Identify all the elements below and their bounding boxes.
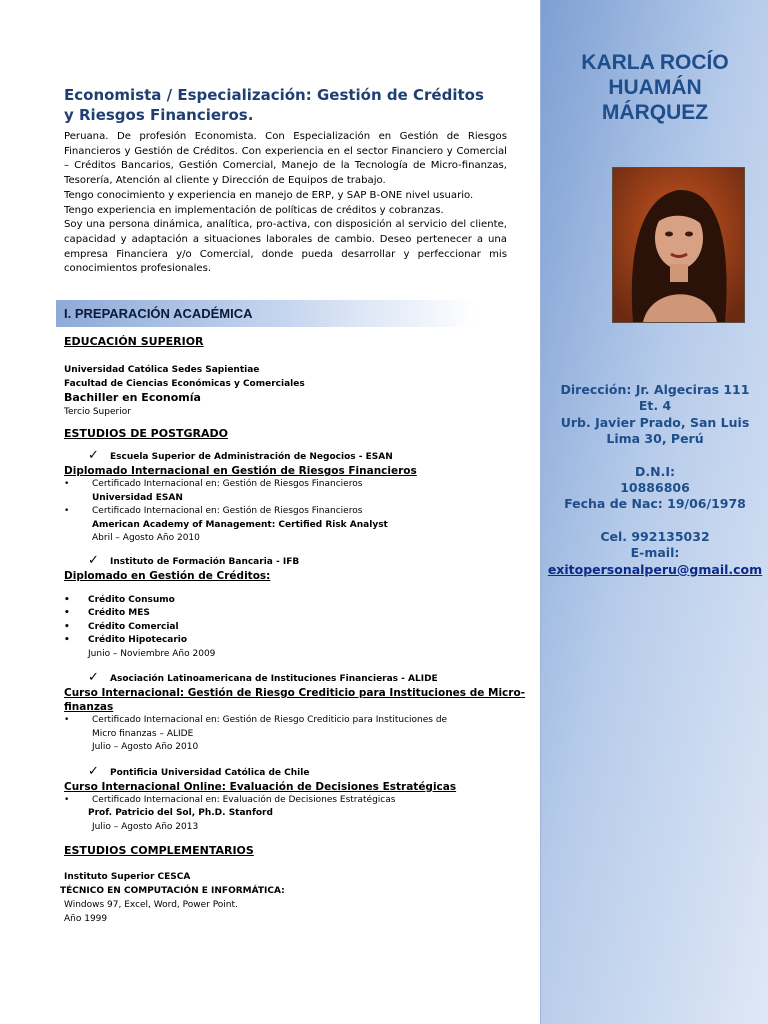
list-item-detail: Universidad ESAN (92, 492, 183, 503)
name-line: HUAMÁN (608, 76, 702, 99)
program-title: Curso Internacional: Gestión de Riesgo Crediticio para Instituciones de Micro-finanzas (64, 687, 526, 713)
section-title: I. PREPARACIÓN ACADÉMICA (64, 306, 253, 321)
rank: Tercio Superior (64, 407, 131, 417)
summary-paragraph: Soy una persona dinámica, analítica, pro-activa, con disposición al servicio del cliente, capacidad y adaptación a situaciones laborales de cambio. Deseo pertenecer a una empresa Financiera y/o Comercial, donde pueda desarrollar y perfeccionar mis conocimientos profesionales. (64, 219, 507, 275)
program-title: Curso Internacional Online: Evaluación de Decisiones Estratégicas (64, 780, 457, 793)
portrait-photo-image (613, 168, 744, 322)
title-line: Economista / Especialización: Gestión de Créditos (64, 86, 484, 104)
address-line: Dirección: Jr. Algeciras 111 (560, 382, 750, 397)
list-item: • Crédito Comercial (64, 621, 540, 635)
email-link[interactable]: exitopersonalperu@gmail.com (547, 561, 763, 577)
checkmark-icon: ✓ (88, 763, 99, 779)
academic-content (60, 335, 540, 926)
institution-name: Escuela Superior de Administración de Negocios - ESAN (110, 452, 393, 462)
list-item-date: Julio – Agosto Año 2010 (92, 742, 199, 752)
name-line: MÁRQUEZ (601, 101, 709, 124)
title-line: y Riesgos Financieros. (64, 106, 254, 124)
checkmark-icon: ✓ (88, 448, 99, 463)
contact-info (541, 382, 768, 578)
list-item: • Crédito Consumo (64, 594, 540, 608)
list-item-date: Junio – Noviembre Año 2009 (88, 648, 216, 659)
profile-summary (64, 130, 507, 277)
institution-ifb (64, 554, 540, 569)
candidate-name (541, 50, 768, 125)
institution-cesca: Instituto Superior CESCA (64, 872, 191, 882)
heading-education: EDUCACIÓN SUPERIOR (64, 335, 204, 348)
professional-title (64, 85, 514, 125)
list-item: • Certificado Internacional en: Evaluación de Decisiones Estratégicas (64, 794, 540, 808)
list-item: • Certificado Internacional en: Gestión de Riesgo Crediticio para Instituciones de (64, 714, 540, 728)
checkmark-icon: ✓ (88, 552, 99, 568)
institution-alide (64, 671, 540, 686)
program-year: Año 1999 (64, 914, 108, 924)
degree: Bachiller en Economía (64, 391, 201, 404)
address-line: Urb. Javier Prado, San Luis (560, 414, 750, 430)
address-line: Et. 4 (638, 398, 672, 414)
name-line: KARLA ROCÍO (581, 51, 729, 74)
heading-postgrado: ESTUDIOS DE POSTGRADO (64, 427, 229, 440)
section-header-academic (56, 300, 476, 327)
dni-label: D.N.I: (635, 463, 675, 479)
list-item-detail: American Academy of Management: Certified Risk Analyst (92, 519, 388, 530)
institution-name: Asociación Latinoamericana de Instituciones Financieras - ALIDE (110, 674, 438, 684)
portrait-photo (612, 167, 745, 323)
email-label: E-mail: (630, 545, 680, 561)
list-item-date: Julio – Agosto Año 2013 (92, 821, 199, 832)
address-line: Lima 30, Perú (606, 431, 704, 447)
list-item: • Crédito MES (64, 607, 540, 621)
summary-paragraph: Peruana. De profesión Economista. Con Especialización en Gestión de Riesgos Financieros y Gestión de Créditos. Con experiencia en el sector Financiero y Comercial – Créditos Bancarios, Gestión Comercial, Manejo de la Tecnología de Micro-finanzas, Tesorería, Atención al cliente y Dirección de Equipos de trabajo. (64, 131, 507, 187)
university: Universidad Católica Sedes Sapientiae (64, 365, 260, 375)
institution-name: Instituto de Formación Bancaria - IFB (110, 556, 300, 567)
list-item: • Certificado Internacional en: Gestión de Riesgos Financieros (64, 505, 540, 519)
institution-esan (64, 449, 540, 464)
institution-puc (64, 765, 540, 780)
program-detail: Windows 97, Excel, Word, Power Point. (64, 900, 238, 910)
program-title: Diplomado Internacional en Gestión de Riesgos Financieros (64, 465, 417, 477)
checkmark-icon: ✓ (88, 670, 99, 685)
list-item-date: Abril – Agosto Año 2010 (92, 533, 200, 543)
sidebar (540, 0, 768, 1024)
summary-paragraph: Tengo conocimiento y experiencia en manejo de ERP, y SAP B-ONE nivel usuario. (64, 189, 474, 201)
list-item: • Crédito Hipotecario (64, 634, 540, 648)
list-item-detail: Prof. Patricio del Sol, Ph.D. Stanford (88, 808, 273, 818)
summary-paragraph: Tengo experiencia en implementación de políticas de créditos y cobranzas. (64, 204, 444, 216)
list-item: • Certificado Internacional en: Gestión de Riesgos Financieros (64, 478, 540, 492)
faculty: Facultad de Ciencias Económicas y Comerciales (64, 379, 305, 389)
dni-value: 10886806 (620, 480, 690, 496)
phone: Cel. 992135032 (600, 528, 710, 544)
birth-date: Fecha de Nac: 19/06/1978 (564, 496, 746, 512)
list-item-detail: Micro finanzas – ALIDE (92, 728, 194, 739)
heading-complementary: ESTUDIOS COMPLEMENTARIOS (64, 844, 254, 857)
program-title: Diplomado en Gestión de Créditos: (64, 569, 271, 582)
institution-name: Pontificia Universidad Católica de Chile (110, 767, 310, 778)
program-title: TÉCNICO EN COMPUTACIÓN E INFORMÁTICA: (60, 886, 285, 896)
